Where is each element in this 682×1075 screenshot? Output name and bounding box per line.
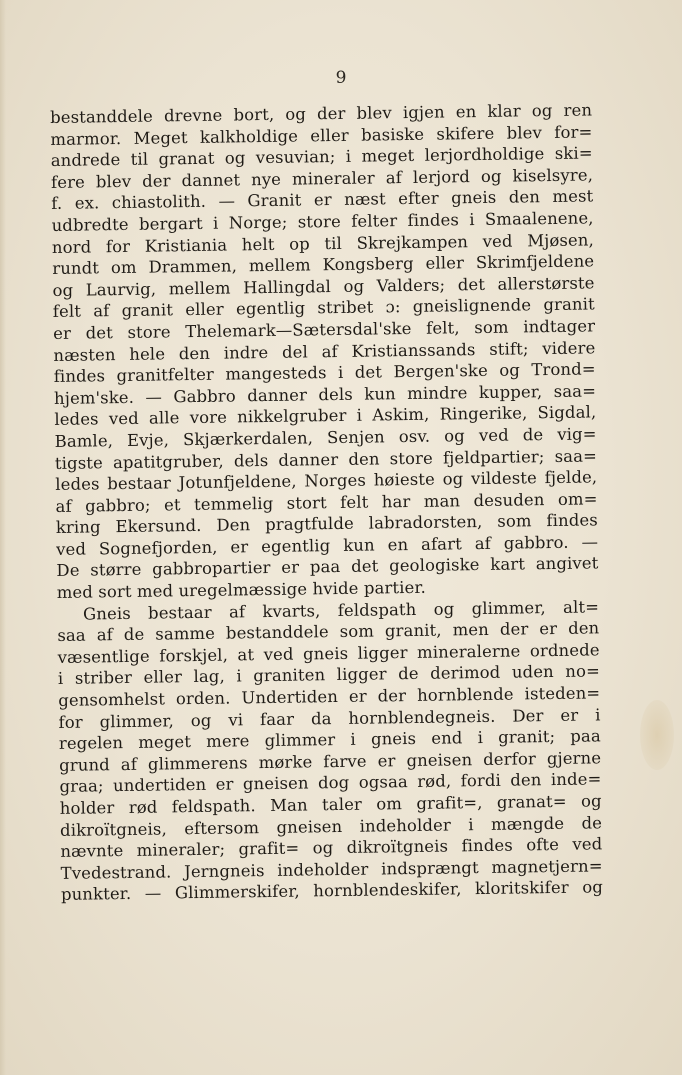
text-line: udbredte bergart i Norge; store felter findes i Smaalenene, [51,208,594,235]
body-text [50,99,603,905]
text-line: for glimmer, og vi faar da hornblendegneis. Der er i [58,704,601,732]
text-line: findes granitfelter mangesteds i det Bergen'ske og Trond= [53,359,596,387]
text-line: i striber eller lag, i graniten ligger de derimod uden no= [57,661,601,689]
text-line: ledes ved alle vore nikkelgruber i Askim, Ringerike, Sigdal, [54,402,597,430]
text-line: bestanddele drevne bort, og der blev igjen en klar og ren [50,100,593,127]
text-line: næsten hele den indre del af Kristianssands stift; videre [53,337,596,365]
paper-stain [640,700,674,770]
text-line: nord for Kristiania helt op til Skrejkampen ved Mjøsen, [51,229,595,257]
text-line: graa; undertiden er gneisen dog ogsaa rød, fordi den inde= [59,769,602,797]
paragraph-start-line: Gneis bestaar af kvarts, feldspath og glimmer, alt= [82,597,600,624]
text-line: regelen meget mere glimmer i gneis end i granit; paa [58,726,601,754]
text-line: væsentlige forskjel, at ved gneis ligger mineralerne ordnede [57,640,600,667]
text-line: felt af granit eller egentlig stribet ɔ: gneislignende granit [52,294,595,322]
text-line: tigste apatitgruber, dels danner den store fjeldpartier; saa= [54,445,598,473]
text-line: ledes bestaar Jotunfjeldene, Norges høieste og vildeste fjelde, [55,467,598,495]
text-line: De større gabbropartier er paa det geologiske kart angivet [56,553,599,581]
text-line: hjem'ske. — Gabbro danner dels kun mindre kupper, saa= [53,381,597,408]
paragraph-end-line: med sort med uregelmæssige hvide partier. [56,577,427,603]
text-line: marmor. Meget kalkholdige eller basiske skifere blev for= [50,122,593,149]
text-line: Bamle, Evje, Skjærkerdalen, Senjen osv. og ved de vig= [54,424,597,451]
text-line: af gabbro; et temmelig stort felt har man desuden om= [55,489,598,516]
page-number: 9 [335,68,347,88]
page-edge-shadow [0,0,6,1075]
text-line: er det store Thelemark—Sætersdal'ske felt, som indtager [53,316,596,343]
text-line: ved Sognefjorden, er egentlig kun en afart af gabbro. — [56,532,599,559]
text-line: rundt om Drammen, mellem Kongsberg eller Skrimfjeldene [52,251,595,279]
text-line: saa af de samme bestanddele som granit, men der er den [57,618,600,646]
text-line: holder rød feldspath. Man taler om grafit=, granat= og [59,791,602,818]
text-line: og Laurvig, mellem Hallingdal og Valders; det allerstørste [52,273,595,300]
text-line: kring Ekersund. Den pragtfulde labradorsten, som findes [55,510,598,538]
text-line: punkter. — Glimmerskifer, hornblendeskifer, kloritskifer og [60,877,604,905]
text-line: dikroïtgneis, eftersom gneisen indeholder i mængde de [59,812,603,840]
text-line: andrede til granat og vesuvian; i meget lerjordholdige ski= [50,143,593,171]
text-line: grund af glimmerens mørke farve er gneisen derfor gjerne [59,748,602,775]
text-line: Tvedestrand. Jerngneis indeholder indsprængt magnetjern= [60,856,603,883]
text-line: fere blev der dannet nye mineraler af lerjord og kiselsyre, [50,165,594,192]
text-line: nævnte mineraler; grafit= og dikroïtgneis findes ofte ved [60,834,603,862]
text-line: f. ex. chiastolith. — Granit er næst efter gneis den mest [51,186,594,214]
text-line: gensomhelst orden. Undertiden er der hornblende isteden= [58,683,601,710]
